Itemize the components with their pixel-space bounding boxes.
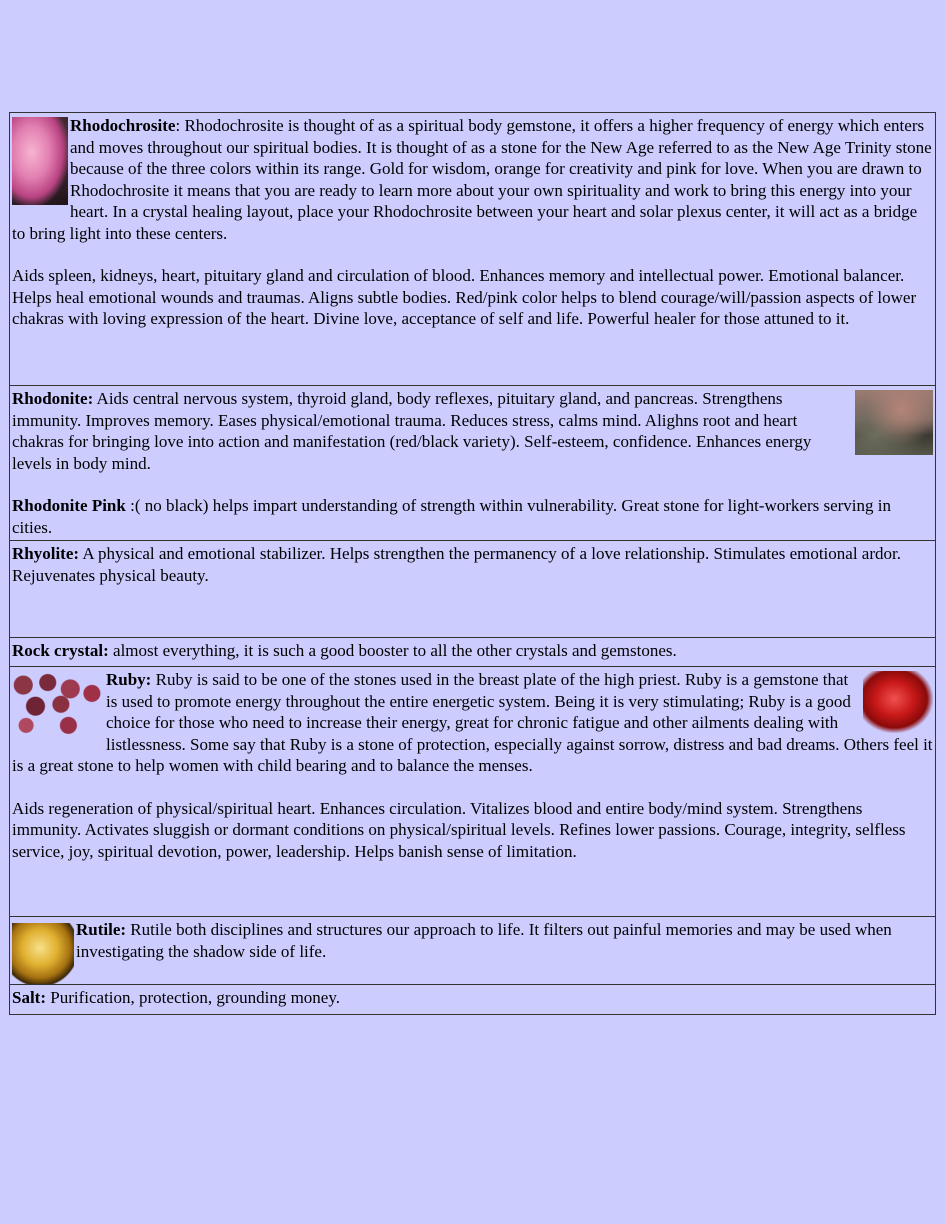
entry-title: Rutile: — [76, 920, 127, 939]
entry-title: Rhodonite: — [12, 389, 94, 408]
entry-rutile — [9, 916, 936, 984]
entry-text: Rhodonite: Aids central nervous system, thyroid gland, body reflexes, pituitary gland, and pancreas. Strengthens immunity. Improves memory. Eases physical/emotional trauma. Reduces stress, calms mind. Alighns root and heart chakras for bringing love into action and manifestation (red/black variety). Self-esteem, confidence. Enhances energy levels in body mind. — [12, 389, 812, 473]
entry-rhyolite — [9, 540, 936, 637]
entry-text: Rutile: Rutile both disciplines and structures our approach to life. It filters out painful memories and may be used when investigating the shadow side of life. — [76, 920, 892, 961]
entry-text: Rhodochrosite: Rhodochrosite is thought of as a spiritual body gemstone, it offers a higher frequency of energy which enters and moves throughout our spiritual bodies. It is thought of as a stone for the New Age referred to as the New Age Trinity stone because of the three colors within its range. Gold for wisdom, orange for creativity and pink for love. When you are drawn to Rhodochrosite it means that you are ready to learn more about your own spirituality and work to bring this energy into your heart. In a crystal healing layout, place your Rhodochrosite between your heart and solar plexus center, it will act as a bridge to bring light into these centers. — [12, 116, 932, 243]
rutile-image — [12, 923, 74, 984]
entry-title: Rock crystal: — [12, 641, 109, 660]
entry-subtitle: Rhodonite Pink — [12, 496, 126, 515]
rhodonite-image — [855, 390, 933, 455]
rhodochrosite-image — [12, 117, 68, 205]
entry-rhodonite — [9, 385, 936, 540]
entry-rock-crystal — [9, 637, 936, 666]
entry-title: Rhyolite: — [12, 544, 80, 563]
gemstone-table — [9, 112, 936, 1015]
entry-title: Salt: — [12, 988, 46, 1007]
entry-text: Ruby: Ruby is said to be one of the stones used in the breast plate of the high priest. Ruby is a gemstone that is used to promote energy throughout the entire energetic system. Being it is very stimulating; Ruby is a good choice for those who need to increase their energy, great for chronic fatigue and other ailments dealing with listlessness. Some say that Ruby is a stone of protection, especially against sorrow, distress and bad dreams. Others feel it is a great stone to help women with child bearing and to balance the menses. — [12, 670, 933, 775]
entry-title: Ruby: — [106, 670, 152, 689]
entry-rhodochrosite — [9, 112, 936, 385]
entry-text: Rhyolite: A physical and emotional stabilizer. Helps strengthen the permanency of a love relationship. Stimulates emotional ardor. Rejuvenates physical beauty. — [12, 544, 901, 585]
ruby-rough-image — [12, 671, 106, 735]
entry-text: Aids regeneration of physical/spiritual heart. Enhances circulation. Vitalizes blood and entire body/mind system. Strengthens immunity. Activates sluggish or dormant conditions on physical/spiritual levels. Refines lower passions. Courage, integrity, selfless service, joy, spiritual devotion, power, leadership. Helps banish sense of limitation. — [12, 798, 906, 861]
entry-text: Aids spleen, kidneys, heart, pituitary gland and circulation of blood. Enhances memory and intellectual power. Emotional balancer. Helps heal emotional wounds and traumas. Aligns subtle bodies. Red/pink color helps to blend courage/will/passion aspects of lower chakras with loving expression of the heart. Divine love, acceptance of self and life. Powerful healer for those attuned to it. — [12, 266, 917, 328]
ruby-gem-image — [863, 671, 933, 733]
entry-text: Salt: Purification, protection, grounding money. — [12, 988, 340, 1007]
entry-text: Rhodonite Pink :( no black) helps impart understanding of strength within vulnerability. Great stone for light-workers serving in cities. — [12, 496, 891, 537]
entry-salt — [9, 984, 936, 1015]
entry-ruby — [9, 666, 936, 916]
entry-title: Rhodochrosite — [70, 116, 176, 135]
entry-text: Rock crystal: almost everything, it is such a good booster to all the other crystals and gemstones. — [12, 641, 677, 660]
